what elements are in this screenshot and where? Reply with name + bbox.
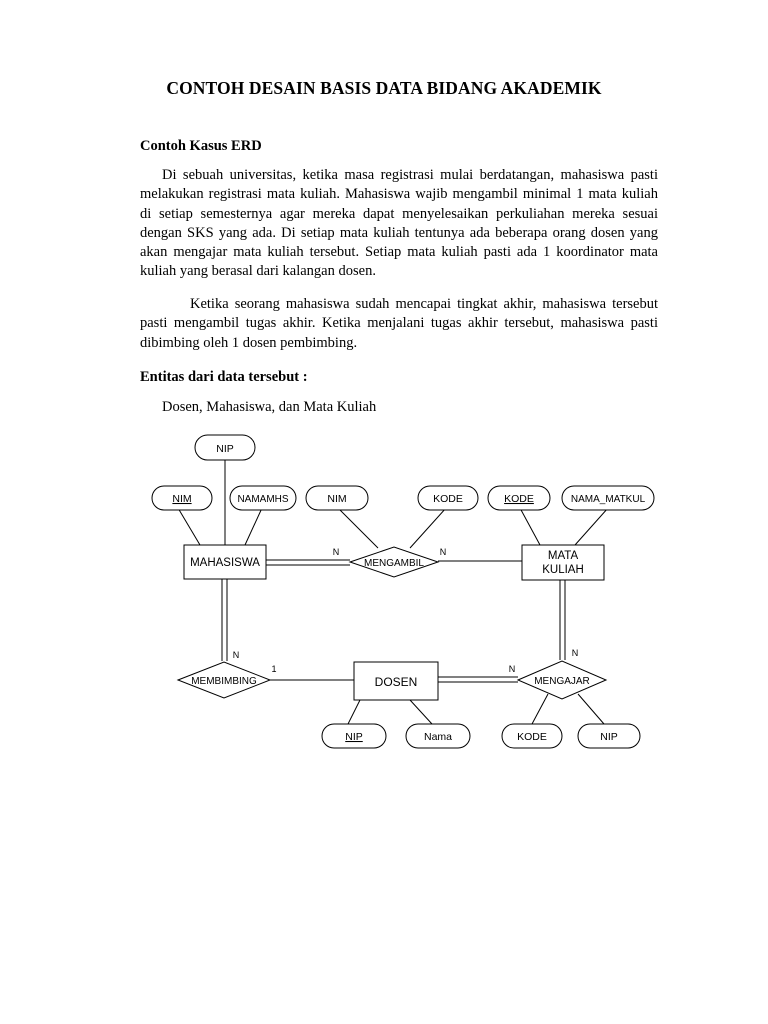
text-nim-mahasiswa: NIM bbox=[172, 493, 192, 505]
text-nip-dosen: NIP bbox=[345, 731, 363, 743]
entities-heading: Entitas dari data tersebut : bbox=[140, 369, 308, 385]
card-mengajar-matkul: N bbox=[571, 648, 579, 658]
case-heading: Contoh Kasus ERD bbox=[140, 138, 262, 154]
line-mengajar-nip bbox=[578, 694, 604, 724]
line-nim-mengambil bbox=[338, 508, 378, 548]
line-kode-matkul bbox=[520, 508, 540, 545]
entities-list: Dosen, Mahasiswa, dan Mata Kuliah bbox=[162, 399, 377, 415]
line-dosen-nama bbox=[410, 700, 432, 724]
text-kode-mengambil: KODE bbox=[433, 493, 463, 505]
card-membimbing-dosen: 1 bbox=[271, 664, 277, 674]
text-kode-mengajar: KODE bbox=[517, 731, 547, 743]
line-nim-mahasiswa bbox=[178, 508, 200, 545]
text-namamhs: NAMAMHS bbox=[237, 494, 289, 505]
line-mengajar-kode bbox=[532, 694, 548, 724]
line-dosen-nip bbox=[348, 700, 360, 724]
text-nama-matkul: NAMA_MATKUL bbox=[570, 494, 646, 505]
label-mengajar: MENGAJAR bbox=[534, 676, 590, 687]
card-membimbing-mahasiswa: N bbox=[232, 650, 240, 660]
text-nip-top: NIP bbox=[216, 443, 234, 455]
paragraph-case-description: Di sebuah universitas, ketika masa registrasi mulai berdatangan, mahasiswa pasti melakukan registrasi mata kuliah. Mahasiswa wajib mengambil minimal 1 mata kuliah di setiap semesternya agar mereka dapat menyelesaikan perkuliahan mereka sesuai dengan SKS yang ada. Di setiap mata kuliah tentunya ada beberapa orang dosen yang akan mengajar mata kuliah tersebut. Setiap mata kuliah pasti ada 1 koordinator mata kuliah yang berasal dari kalangan dosen. bbox=[140, 167, 658, 280]
text-nip-mengajar: NIP bbox=[600, 731, 618, 743]
card-mengajar-dosen: N bbox=[508, 664, 516, 674]
label-dosen: DOSEN bbox=[374, 675, 418, 689]
label-membimbing: MEMBIMBING bbox=[191, 676, 257, 687]
text-kode-matkul: KODE bbox=[504, 493, 534, 505]
label-mahasiswa: MAHASISWA bbox=[190, 557, 260, 569]
page-title: CONTOH DESAIN BASIS DATA BIDANG AKADEMIK bbox=[166, 78, 602, 98]
label-mata: MATA bbox=[547, 550, 579, 562]
line-namamhs-mahasiswa bbox=[245, 508, 262, 545]
text-nim-mengambil: NIM bbox=[327, 493, 347, 505]
line-namamatkul-matkul bbox=[575, 508, 608, 545]
card-mengambil-left: N bbox=[332, 547, 340, 557]
text-nama-dosen: Nama bbox=[423, 731, 453, 743]
card-mengambil-right: N bbox=[439, 547, 447, 557]
line-kode-mengambil bbox=[410, 508, 446, 548]
label-mengambil: MENGAMBIL bbox=[363, 558, 425, 569]
paragraph-final-project: Ketika seorang mahasiswa sudah mencapai tingkat akhir, mahasiswa tersebut pasti mengambil tugas akhir. Ketika menjalani tugas akhir tersebut, mahasiswa pasti dibimbing oleh 1 dosen pembimbing. bbox=[140, 296, 658, 351]
label-kuliah: KULIAH bbox=[542, 564, 584, 576]
